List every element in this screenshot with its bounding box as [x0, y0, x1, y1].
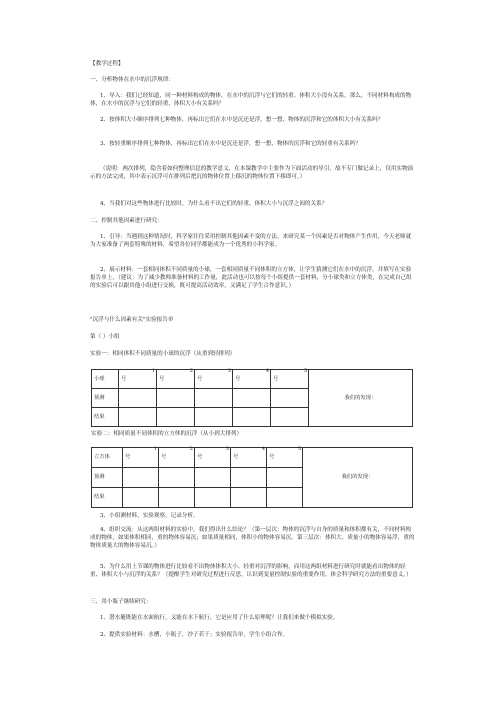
- para-2: 2、按体积大小顺序排列七种物体，再标出它们在水中是沉还是浮，想一想，物体的沉浮和它的体积大小有关系吗？: [100, 117, 384, 123]
- t2-cell-5: 5 号: [267, 448, 303, 468]
- group-label: 第（ ）小组: [90, 334, 120, 340]
- para-r2: 2、提供实验材料：水槽，小瓶子，沙子若干；实验报告单，学生小组合作。: [100, 632, 289, 638]
- para-q1: 1、引导：当遇到这种情况时，科学家往往采用控制其他因素不变的方法。来研究某一个因素是否对物体产生作用，今天老师就为大家准备了两套特殊的材料，希望各位同学都能成为一个优秀的小科学家。: [90, 234, 412, 248]
- t2-row-label: 立方体: [92, 448, 123, 468]
- para-3: 3、按轻重顺序排列七种物体，再标出它们在水中是沉还是浮，想一想，物体的沉浮和它的轻重有关系吗？: [100, 141, 361, 147]
- t2-cell-4: 4 号: [231, 448, 267, 468]
- section-2-heading: 二、控制其他因素进行研究：: [90, 218, 163, 224]
- t1-cell-5: 5 号: [271, 370, 309, 389]
- t1-cell-2: 2 号: [157, 370, 195, 389]
- para-r1: 1、潜水艇既能在水面航行，又能在水下航行，它是应用了什么原理呢？让我们来做个模拟实验。: [100, 615, 339, 621]
- report-title: "沉浮与什么因素有关"实验报告单: [90, 317, 174, 323]
- para-4: 4、当我们对这些物体进行比较时，为什么看不出它们的轻重、体积大小与沉浮之间的关系？: [100, 201, 328, 207]
- t2-finding: 我们的发现：: [303, 448, 413, 508]
- exp2-title: 实验二：相同质量不同体积的立方体的沉浮（从小到大排列）: [91, 431, 243, 437]
- exp1-table: [91, 369, 413, 427]
- para-q4: 4、组织交流：从这两组材料的实验中，我们得出什么结论？（第一层次：物体的沉浮与自身的质量和体积都有关，不同材料构成的物体，如果体积相同，重的物体容易沉；如果质量相同，体积小的物体容易沉。第三层次：体积大、质量小的物体容易浮，重的物体质量大的物体容易沉。）: [90, 527, 415, 549]
- para-q3: 3、小组测材料，实验观察，记录分析。: [100, 513, 199, 519]
- section-header: 【教学过程】: [90, 61, 124, 67]
- exp1-title: 实验一：相同体积不同质量的小球的沉浮（从重到轻排列）: [90, 351, 236, 357]
- t2-predict-label: 预测: [92, 468, 123, 488]
- note-para: （说明：两次排列，隐含着如何整理信息的教学意义，在本课教学中主要作为下面活动的导引，故不专门做记录上，仅用实物演示的方法完成，其中表示沉浮可在排列后把沉的物体位置上移沉的物体位置下移即可。）: [90, 166, 414, 180]
- t1-result-label: 结果: [92, 408, 119, 427]
- exp2-table: [91, 447, 413, 508]
- para-q2: 2、展示材料：一套相同体积不同质量的小球，一套相同质量不同体积的立方体，让学生猜测它们在水中的沉浮，并填写在实验报告单上，（建议：为了减少教师准备材料的工作量，此活动也可以按每个小组提供一套材料，分小球类和立方体类，在完成自己组的实验后可以跟其他小组进行交换，既可提高活动效率，又满足了学生合作意识。）: [90, 267, 412, 289]
- t1-finding: 我们的发现：: [309, 370, 413, 427]
- t2-cell-2: 2 号: [159, 448, 195, 468]
- para-q5: 5、为什么用上节课的物体进行比较看不出物体体积大小、轻重对沉浮的影响，而用这两组材料进行研究时就能看出物体的轻重、体积大小与沉浮的关系？（提醒学生对研究过程进行反思，认识到变量控制实验的重要作用，体会科学研究方法的重要意义。）: [90, 564, 412, 578]
- section-3-heading: 三、用小瓶子继续研究：: [90, 599, 152, 605]
- t1-cell-3: 3 号: [195, 370, 233, 389]
- t1-predict-label: 预测: [92, 389, 119, 408]
- section-1-heading: 一、分析物体在水中的沉浮规律：: [90, 77, 174, 83]
- t1-cell-1: 1 号: [119, 370, 157, 389]
- t2-result-label: 结果: [92, 488, 123, 508]
- para-1: 1、导入：我们已经知道，同一种材料构成的物体，在水中的沉浮与它们的轻重、体积大小没有关系。那么，不同材料构成的物体，在水中的沉浮与它们的轻重、体积大小有关系吗？: [90, 93, 412, 107]
- t2-cell-1: 1 号: [123, 448, 159, 468]
- t1-cell-4: 4 号: [233, 370, 271, 389]
- t1-row-label: 小球: [92, 370, 119, 389]
- t2-cell-3: 3 号: [195, 448, 231, 468]
